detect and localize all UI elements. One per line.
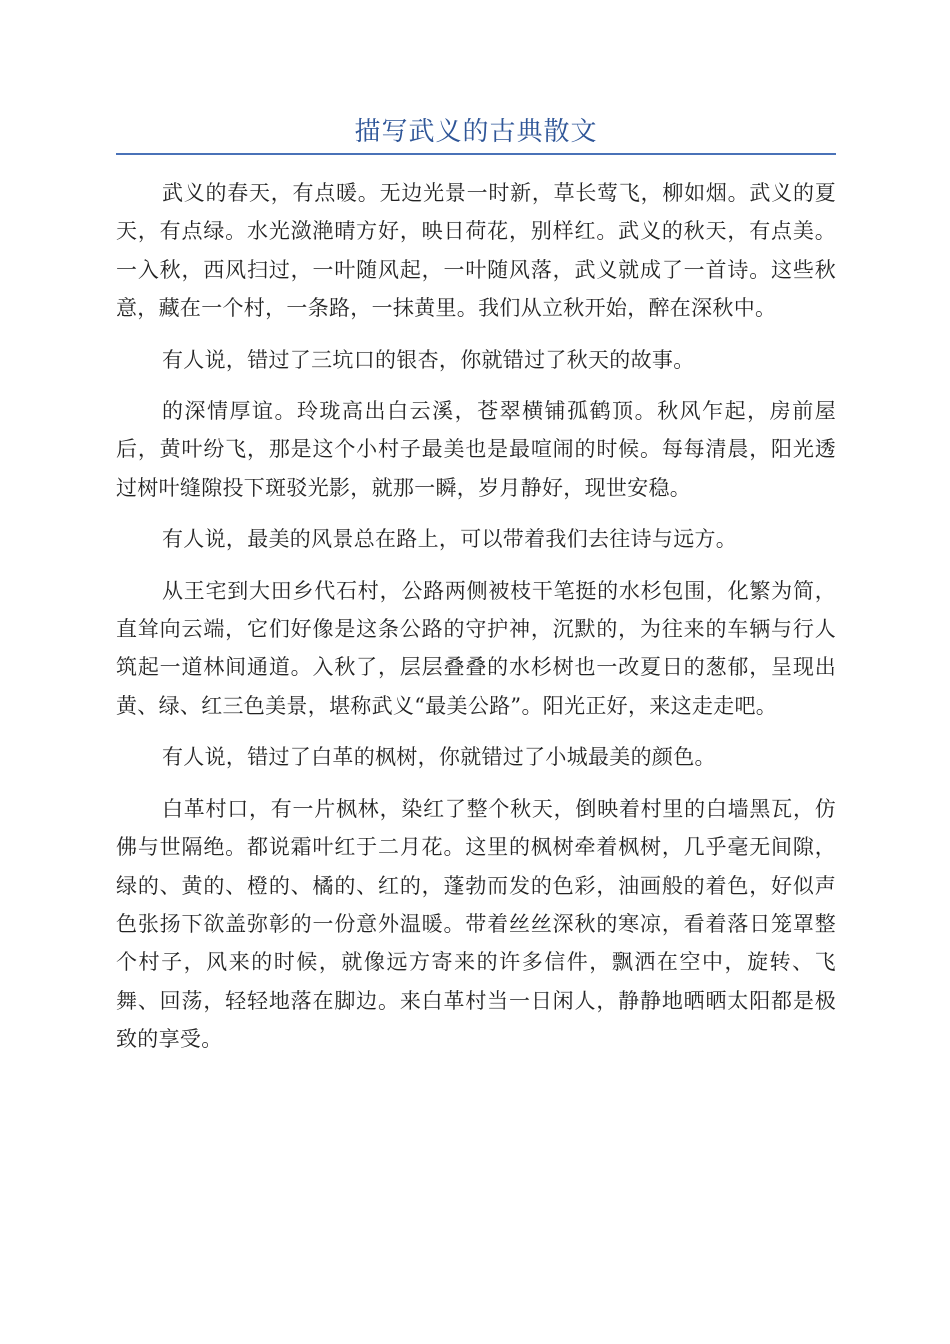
page-title: 描写武义的古典散文 <box>354 117 598 147</box>
paragraph-3: 的深情厚谊。玲珑高出白云溪，苍翠横铺孤鹤顶。秋风乍起，房前屋后，黄叶纷飞，那是这个小村子最美也是最喧闹的时候。每每清晨，阳光透过树叶缝隙投下斑驳光影，就那一瞬，岁月静好，现世安稳。 <box>116 399 836 500</box>
paragraph-7: 白革村口，有一片枫林，染红了整个秋天，倒映着村里的白墙黑瓦，仿佛与世隔绝。都说霜叶红于二月花。这里的枫树牵着枫树，几乎毫无间隙，绿的、黄的、橙的、橘的、红的，蓬勃而发的色彩，油画般的着色，好似声色张扬下欲盖弥彰的一份意外温暖。带着丝丝深秋的寒凉，看着落日笼罩整个村子，风来的时候，就像远方寄来的许多信件，飘洒在空中，旋转、飞舞、回荡，轻轻地落在脚边。来白革村当一日闲人，静静地晒晒太阳都是极致的享受。 <box>116 796 836 1052</box>
paragraph-1: 武义的春天，有点暖。无边光景一时新，草长莺飞，柳如烟。武义的夏天，有点绿。水光潋滟晴方好，映日荷花，别样红。武义的秋天，有点美。一入秋，西风扫过，一叶随风起，一叶随风落，武义就成了一首诗。这些秋意，藏在一个村，一条路，一抹黄里。我们从立秋开始，醉在深秋中。 <box>116 181 836 321</box>
document-body <box>116 174 836 1072</box>
paragraph-5: 从王宅到大田乡代石村，公路两侧被枝干笔挺的水杉包围，化繁为简，直耸向云端，它们好像是这条公路的守护神，沉默的，为往来的车辆与行人筑起一道林间通道。入秋了，层层叠叠的水杉树也一改夏日的葱郁，呈现出黄、绿、红三色美景，堪称武义“最美公路”。阳光正好，来这走走吧。 <box>116 578 836 718</box>
paragraph-2: 有人说，错过了三坑口的银杏，你就错过了秋天的故事。 <box>162 347 695 372</box>
paragraph-4: 有人说，最美的风景总在路上，可以带着我们去往诗与远方。 <box>162 527 738 552</box>
title-underline <box>116 153 836 155</box>
paragraph-6: 有人说，错过了白革的枫树，你就错过了小城最美的颜色。 <box>162 745 716 770</box>
